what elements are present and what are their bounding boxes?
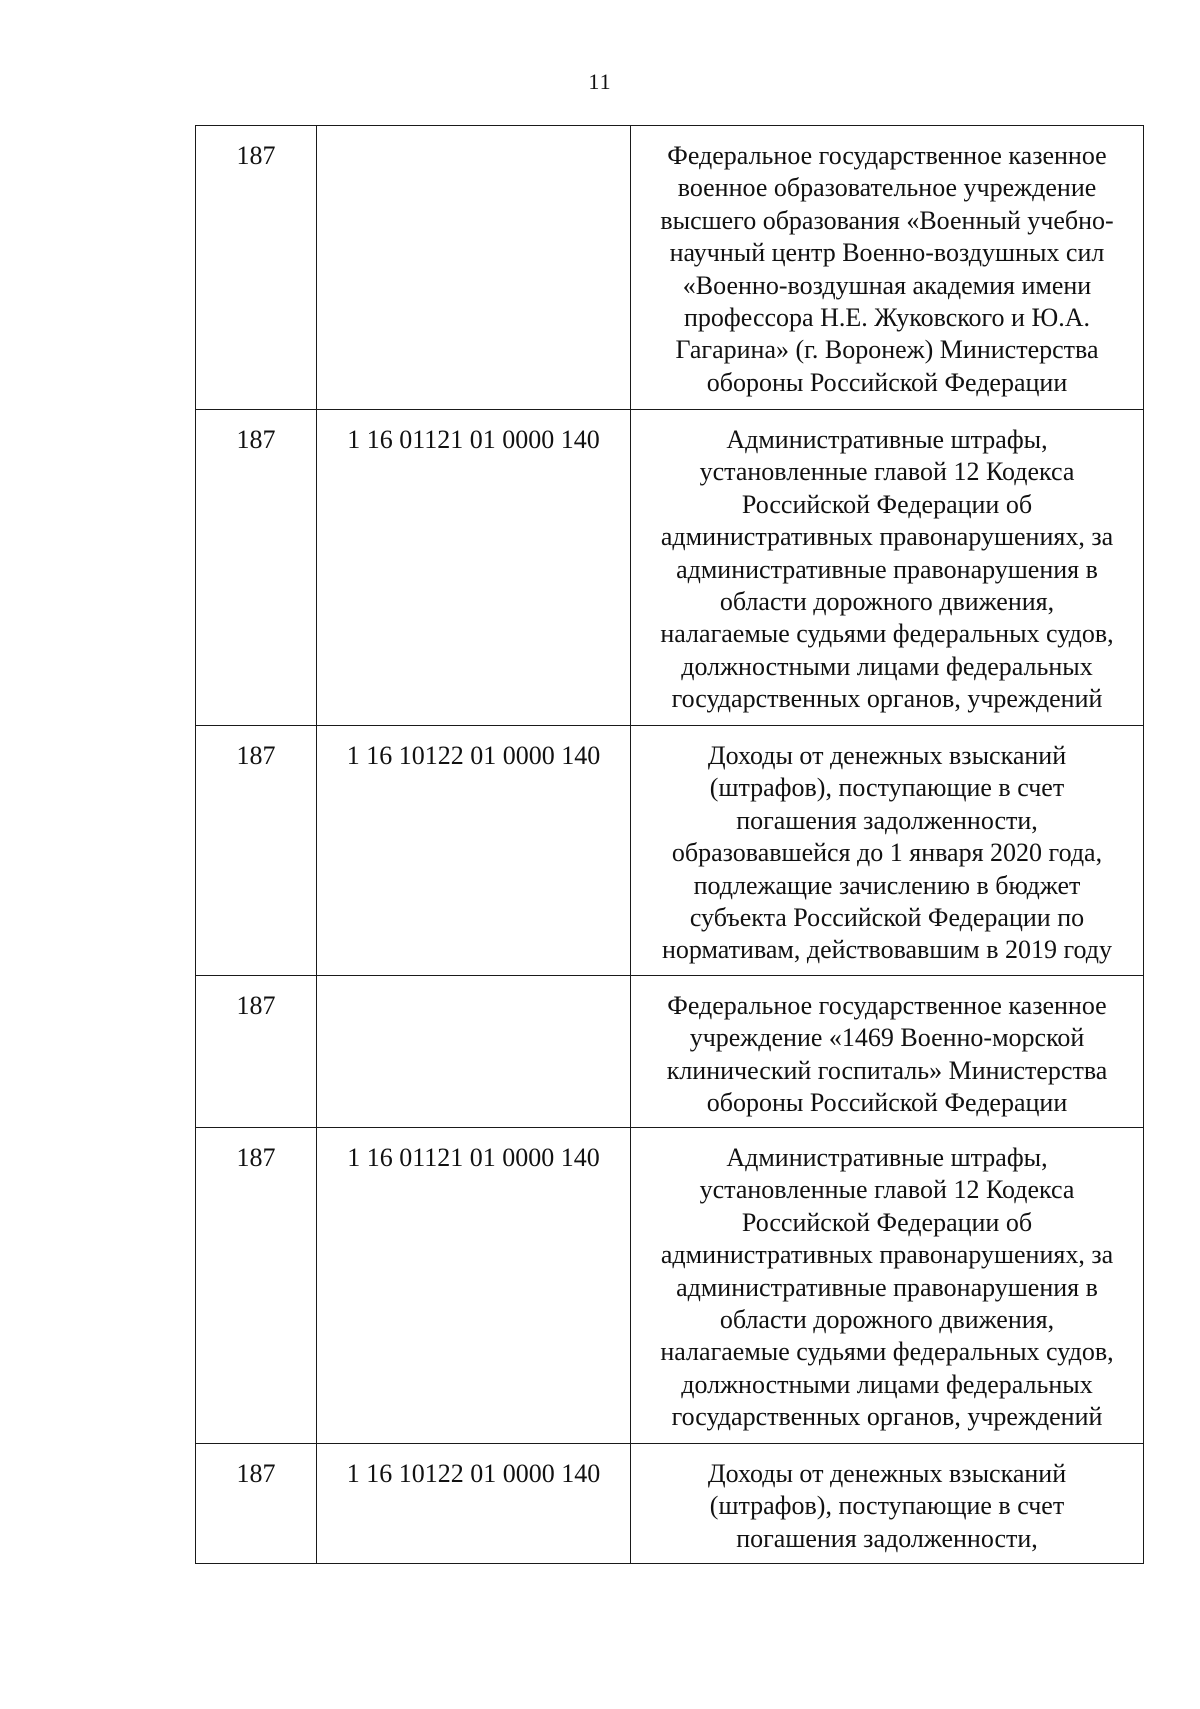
- description-cell: [631, 726, 1144, 976]
- kbk-code: 1 16 01121 01 0000 140: [347, 1143, 600, 1172]
- description-text: Административные штрафы, установленные главой 12 Кодекса Российской Федерации об административных правонарушениях, за административные правонарушения в области дорожного движения, налагаемые судьями федеральных судов, должностными лицами федеральных государственных органов, учреждений: [660, 1143, 1114, 1432]
- description-text: Федеральное государственное казенное военное образовательное учреждение высшего образования «Военный учебно- научный центр Военно-воздушных сил «Военно-воздушная академия имени профессора Н.Е. Жуковского и Ю.А. Гагарина» (г. Воронеж) Министерства обороны Российской Федерации: [660, 141, 1114, 397]
- admin-code-cell: [196, 726, 317, 976]
- table-row: [196, 1444, 1144, 1564]
- admin-code: 187: [236, 991, 276, 1020]
- description-cell: [631, 1128, 1144, 1444]
- description-text: Административные штрафы, установленные главой 12 Кодекса Российской Федерации об административных правонарушениях, за административные правонарушения в области дорожного движения, налагаемые судьями федеральных судов, должностными лицами федеральных государственных органов, учреждений: [660, 425, 1114, 714]
- admin-code: 187: [236, 741, 276, 770]
- admin-code-cell: [196, 976, 317, 1128]
- description-text: Доходы от денежных взысканий (штрафов), поступающие в счет погашения задолженности, образовавшейся до 1 января 2020 года, подлежащие зачислению в бюджет субъекта Российской Федерации по нормативам, действовавшим в 2019 году: [662, 741, 1112, 965]
- admin-code: 187: [236, 1143, 276, 1172]
- kbk-cell: [317, 126, 631, 410]
- admin-code-cell: [196, 1128, 317, 1444]
- kbk-code: [317, 126, 630, 140]
- description-text: Доходы от денежных взысканий (штрафов), поступающие в счет погашения задолженности,: [707, 1459, 1067, 1553]
- kbk-cell: [317, 976, 631, 1128]
- description-cell: [631, 126, 1144, 410]
- kbk-code: 1 16 10122 01 0000 140: [346, 741, 601, 770]
- kbk-code: 1 16 10122 01 0000 140: [346, 1459, 601, 1488]
- description-cell: [631, 976, 1144, 1128]
- table-row: [196, 976, 1144, 1128]
- admin-code-cell: [196, 126, 317, 410]
- kbk-code: [317, 976, 630, 990]
- description-text: Федеральное государственное казенное учреждение «1469 Военно-морской клинический госпиталь» Министерства обороны Российской Федерации: [666, 991, 1108, 1118]
- admin-code: 187: [236, 141, 276, 170]
- table-row: [196, 126, 1144, 410]
- table-row: [196, 1128, 1144, 1444]
- description-cell: [631, 1444, 1144, 1564]
- kbk-cell: [317, 726, 631, 976]
- kbk-code: 1 16 01121 01 0000 140: [347, 425, 600, 454]
- admin-code-cell: [196, 410, 317, 726]
- kbk-cell: [317, 1128, 631, 1444]
- budget-classification-table: [195, 125, 1144, 1564]
- page-number: 11: [588, 69, 612, 94]
- kbk-cell: [317, 1444, 631, 1564]
- table-row: [196, 726, 1144, 976]
- admin-code: 187: [236, 1459, 276, 1488]
- kbk-cell: [317, 410, 631, 726]
- admin-code: 187: [236, 425, 276, 454]
- admin-code-cell: [196, 1444, 317, 1564]
- table-row: [196, 410, 1144, 726]
- description-cell: [631, 410, 1144, 726]
